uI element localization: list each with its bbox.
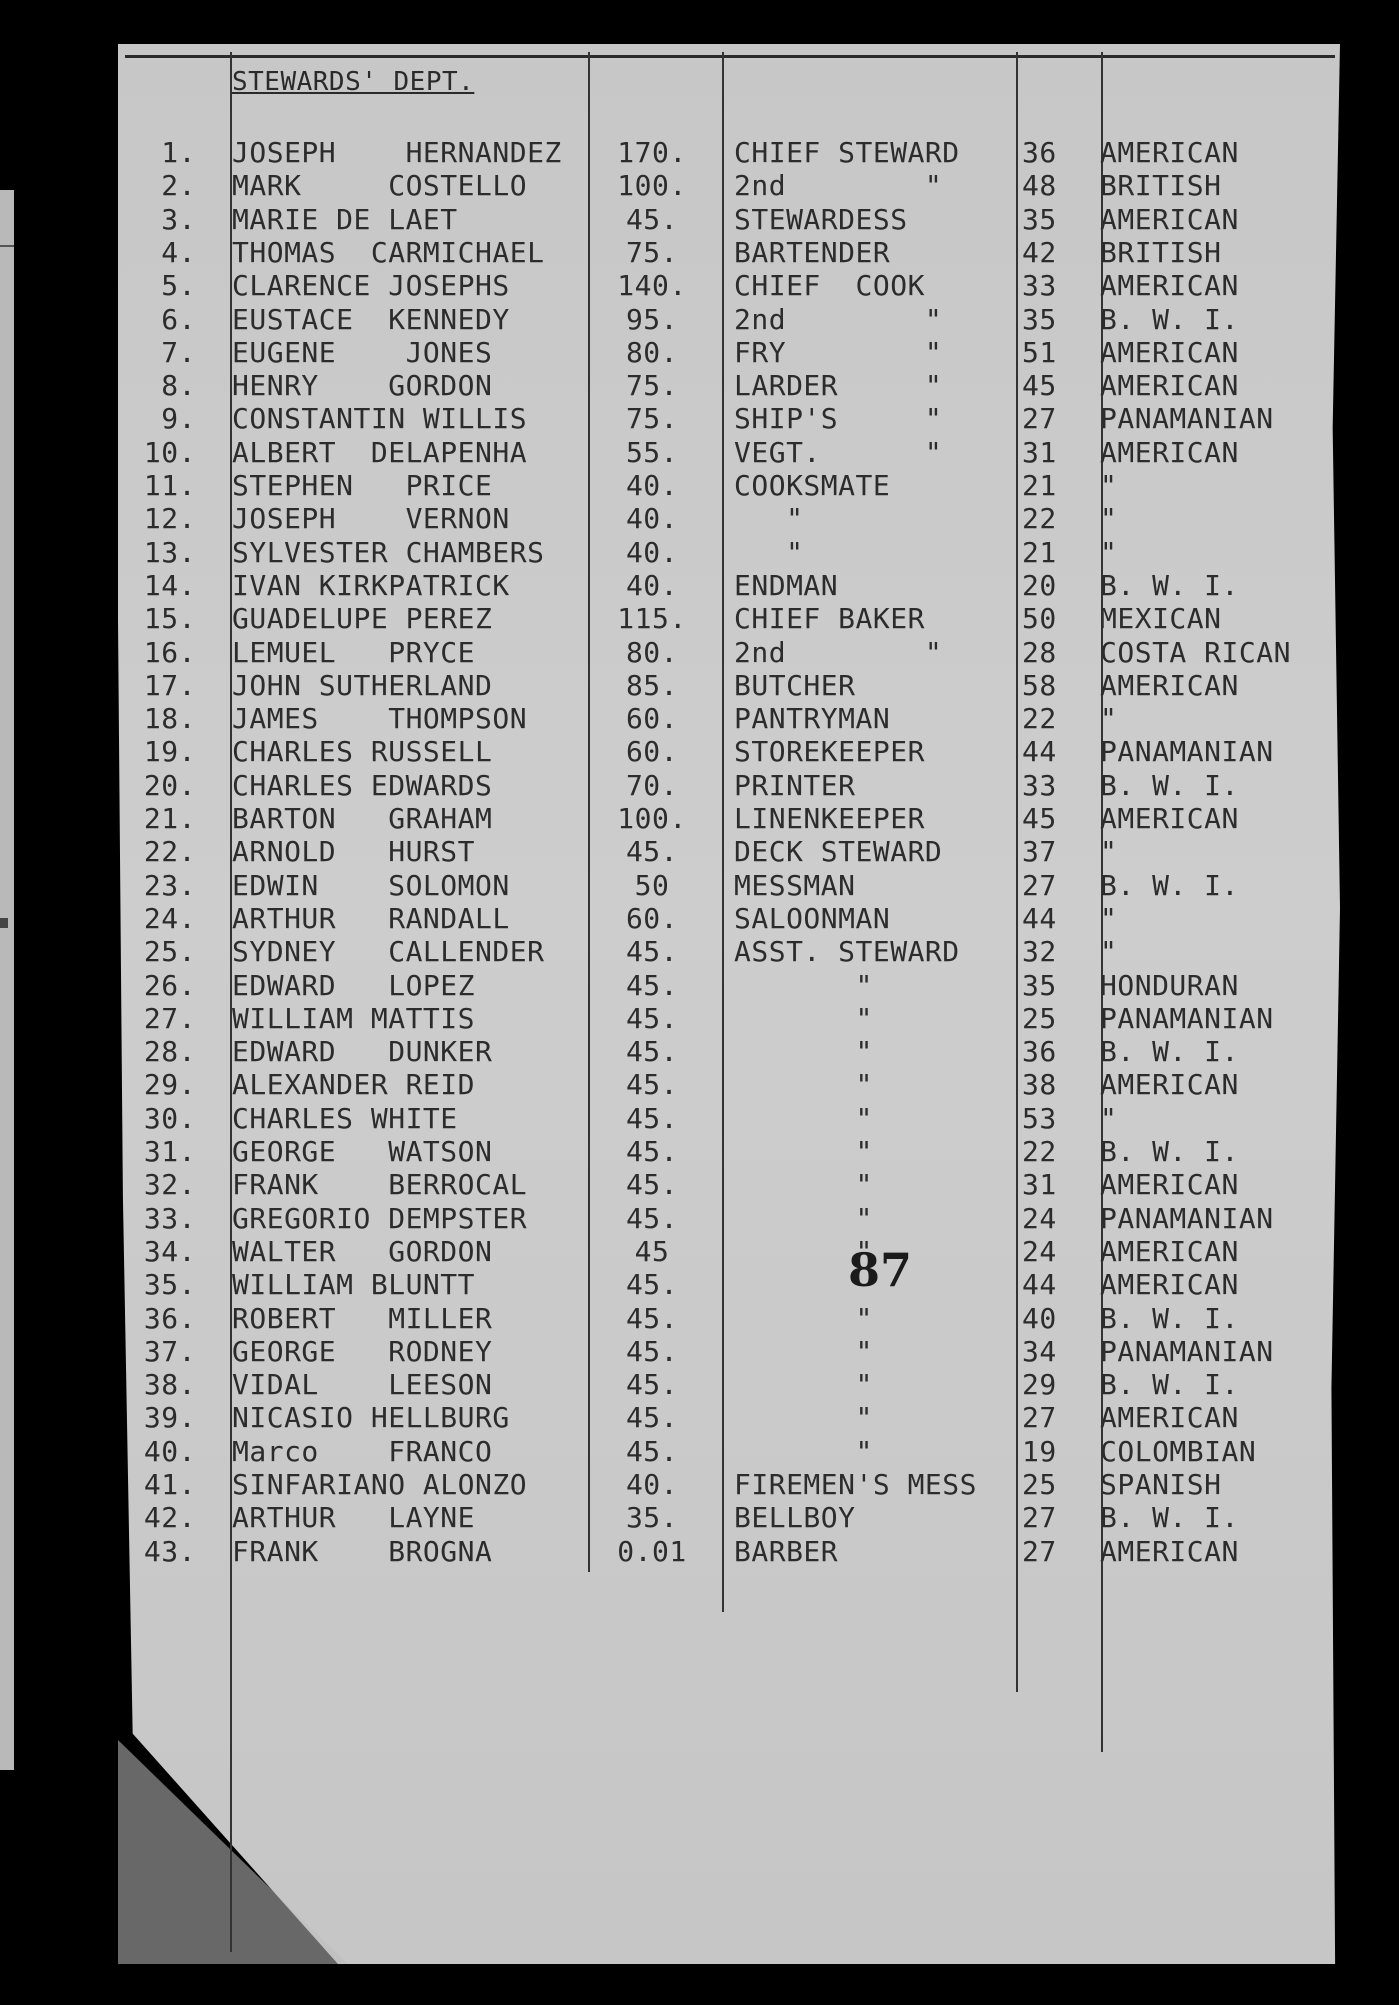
crew-name: CONSTANTIN WILLIS — [232, 402, 528, 436]
crew-number: 21. — [143, 802, 196, 835]
crew-rating: DECK STEWARD — [734, 835, 943, 869]
crew-rating: PANTRYMAN — [734, 702, 891, 736]
crew-age: 33 — [1022, 768, 1057, 802]
crew-rating: " — [734, 1368, 873, 1402]
crew-age: 22 — [1022, 1135, 1057, 1168]
crew-wage: 45. — [625, 1168, 679, 1202]
crew-nationality: AMERICAN — [1100, 369, 1239, 403]
crew-age: 58 — [1022, 668, 1057, 702]
crew-name: NICASIO HELLBURG — [232, 1401, 510, 1435]
crew-number: 23. — [143, 868, 196, 902]
crew-rating: CHIEF BAKER — [734, 602, 925, 636]
crew-name: JOSEPH VERNON — [232, 502, 510, 536]
crew-wage: 40. — [625, 1468, 679, 1501]
crew-rating: BARBER — [734, 1534, 839, 1568]
crew-nationality: AMERICAN — [1100, 668, 1239, 702]
crew-number: 37. — [143, 1334, 196, 1368]
crew-number: 18. — [143, 702, 196, 736]
crew-number: 32. — [143, 1168, 196, 1202]
crew-name: SINFARIANO ALONZO — [232, 1468, 528, 1501]
column-rule-age — [1016, 52, 1018, 1692]
crew-number: 25. — [143, 935, 196, 969]
crew-rating: 2nd " — [734, 302, 943, 336]
crew-wage: 45. — [625, 1201, 679, 1235]
crew-number: 5. — [161, 269, 196, 303]
crew-rating: MESSMAN — [734, 868, 856, 902]
crew-nationality: " — [1100, 1101, 1118, 1135]
crew-wage: 60. — [625, 901, 679, 935]
crew-name: ALBERT DELAPENHA — [232, 435, 528, 469]
crew-nationality: " — [1100, 469, 1118, 502]
crew-name: EUSTACE KENNEDY — [232, 302, 510, 336]
crew-wage: 45. — [625, 968, 679, 1002]
crew-age: 50 — [1022, 602, 1057, 636]
crew-wage: 60. — [625, 702, 679, 736]
crew-age: 22 — [1022, 702, 1057, 736]
crew-wage: 55. — [625, 435, 679, 469]
crew-rating: SHIP'S " — [734, 402, 943, 436]
department-title: STEWARDS' DEPT. — [232, 67, 475, 97]
crew-wage: 100. — [617, 169, 687, 203]
crew-age: 35 — [1022, 202, 1057, 236]
crew-age: 35 — [1022, 302, 1057, 336]
crew-rating: " — [734, 1168, 873, 1202]
crew-name: JOHN SUTHERLAND — [232, 668, 493, 702]
crew-name: GEORGE WATSON — [232, 1135, 493, 1168]
crew-rating: BUTCHER — [734, 668, 856, 702]
crew-age: 44 — [1022, 1268, 1057, 1302]
crew-age: 37 — [1022, 835, 1057, 869]
crew-nationality: PANAMANIAN — [1100, 1001, 1274, 1035]
crew-age: 31 — [1022, 435, 1057, 469]
crew-number: 38. — [143, 1368, 196, 1402]
crew-rating: COOKSMATE — [734, 469, 891, 502]
crew-rating: LINENKEEPER — [734, 802, 925, 835]
crew-age: 34 — [1022, 1334, 1057, 1368]
crew-rating: FRY " — [734, 335, 943, 369]
crew-age: 27 — [1022, 1534, 1057, 1568]
crew-number: 42. — [143, 1501, 196, 1535]
crew-name: SYDNEY CALLENDER — [232, 935, 545, 969]
crew-rating: " — [734, 1201, 873, 1235]
crew-name: MARK COSTELLO — [232, 169, 528, 203]
crew-wage: 45. — [625, 1334, 679, 1368]
crew-name: STEPHEN PRICE — [232, 469, 493, 502]
crew-age: 28 — [1022, 635, 1057, 669]
crew-nationality: B. W. I. — [1100, 1301, 1239, 1335]
crew-number: 1. — [161, 136, 196, 169]
crew-wage: 40. — [625, 535, 679, 569]
crew-name: BARTON GRAHAM — [232, 802, 493, 835]
column-rule-wage — [588, 52, 590, 1572]
crew-nationality: AMERICAN — [1100, 1234, 1239, 1268]
crew-name: ARNOLD HURST — [232, 835, 476, 869]
crew-age: 44 — [1022, 901, 1057, 935]
crew-rating: SALOONMAN — [734, 901, 891, 935]
crew-name: IVAN KIRKPATRICK — [232, 568, 510, 602]
crew-number: 3. — [161, 202, 196, 236]
crew-nationality: AMERICAN — [1100, 335, 1239, 369]
crew-age: 21 — [1022, 469, 1057, 502]
top-rule — [125, 55, 1335, 58]
crew-number: 22. — [143, 835, 196, 869]
crew-name: GREGORIO DEMPSTER — [232, 1201, 528, 1235]
crew-name: EUGENE JONES — [232, 335, 493, 369]
crew-age: 42 — [1022, 235, 1057, 269]
crew-nationality: " — [1100, 535, 1118, 569]
crew-number: 16. — [143, 635, 196, 669]
crew-wage: 45 — [634, 1234, 670, 1268]
crew-age: 20 — [1022, 568, 1057, 602]
crew-rating: " — [734, 1334, 873, 1368]
crew-wage: 45. — [625, 835, 679, 869]
crew-rating: " — [734, 1101, 873, 1135]
crew-age: 24 — [1022, 1234, 1057, 1268]
crew-number: 30. — [143, 1101, 196, 1135]
crew-wage: 45. — [625, 1268, 679, 1302]
crew-name: GEORGE RODNEY — [232, 1334, 493, 1368]
crew-name: EDWARD LOPEZ — [232, 968, 476, 1002]
page-number-stamp: 87 — [848, 1243, 913, 1297]
crew-wage: 75. — [625, 235, 679, 269]
crew-nationality: " — [1100, 502, 1118, 536]
crew-age: 31 — [1022, 1168, 1057, 1202]
crew-name: EDWARD DUNKER — [232, 1035, 493, 1069]
crew-wage: 100. — [617, 802, 687, 835]
crew-number: 34. — [143, 1234, 196, 1268]
crew-name: SYLVESTER CHAMBERS — [232, 535, 545, 569]
crew-rating: CHIEF COOK — [734, 269, 925, 303]
crew-age: 22 — [1022, 502, 1057, 536]
crew-age: 48 — [1022, 169, 1057, 203]
crew-age: 33 — [1022, 269, 1057, 303]
crew-age: 32 — [1022, 935, 1057, 969]
crew-nationality: BRITISH — [1100, 235, 1222, 269]
crew-rating: " — [734, 968, 873, 1002]
crew-name: Marco FRANCO — [232, 1434, 493, 1468]
crew-wage: 45. — [625, 1368, 679, 1402]
crew-wage: 70. — [625, 768, 679, 802]
crew-number: 20. — [143, 768, 196, 802]
crew-age: 45 — [1022, 369, 1057, 403]
crew-nationality: SPANISH — [1100, 1468, 1222, 1501]
crew-rating: CHIEF STEWARD — [734, 136, 960, 169]
crew-wage: 60. — [625, 735, 679, 769]
crew-rating: VEGT. " — [734, 435, 943, 469]
crew-number: 9. — [161, 402, 196, 436]
crew-rating: BELLBOY — [734, 1501, 856, 1535]
crew-nationality: B. W. I. — [1100, 1135, 1239, 1168]
crew-name: FRANK BROGNA — [232, 1534, 493, 1568]
crew-number: 33. — [143, 1201, 196, 1235]
crew-name: ALEXANDER REID — [232, 1068, 476, 1102]
crew-wage: 45. — [625, 1035, 679, 1069]
crew-wage: 45. — [625, 1301, 679, 1335]
crew-wage: 95. — [625, 302, 679, 336]
crew-name: HENRY GORDON — [232, 369, 493, 403]
crew-wage: 35. — [625, 1501, 679, 1535]
crew-name: CLARENCE JOSEPHS — [232, 269, 510, 303]
crew-number: 19. — [143, 735, 196, 769]
crew-name: WILLIAM MATTIS — [232, 1001, 476, 1035]
crew-number: 27. — [143, 1001, 196, 1035]
crew-age: 24 — [1022, 1201, 1057, 1235]
crew-rating: " — [734, 1001, 873, 1035]
crew-number: 39. — [143, 1401, 196, 1435]
crew-nationality: PANAMANIAN — [1100, 735, 1274, 769]
crew-rating: PRINTER — [734, 768, 856, 802]
column-rule-rating — [722, 52, 724, 1612]
crew-rating: " — [734, 1035, 873, 1069]
crew-wage: 50 — [634, 868, 670, 902]
crew-number: 26. — [143, 968, 196, 1002]
crew-wage: 75. — [625, 369, 679, 403]
crew-name: ROBERT MILLER — [232, 1301, 493, 1335]
crew-rating: BARTENDER — [734, 235, 891, 269]
crew-wage: 140. — [617, 269, 687, 303]
crew-wage: 45. — [625, 1101, 679, 1135]
crew-rating: " — [734, 502, 804, 536]
crew-wage: 85. — [625, 668, 679, 702]
crew-age: 51 — [1022, 335, 1057, 369]
crew-wage: 45. — [625, 1001, 679, 1035]
crew-rating: " — [734, 1135, 873, 1168]
crew-age: 27 — [1022, 868, 1057, 902]
crew-wage: 75. — [625, 402, 679, 436]
crew-nationality: MEXICAN — [1100, 602, 1222, 636]
crew-age: 27 — [1022, 1501, 1057, 1535]
crew-wage: 40. — [625, 568, 679, 602]
crew-nationality: PANAMANIAN — [1100, 402, 1274, 436]
crew-number: 40. — [143, 1434, 196, 1468]
crew-number: 29. — [143, 1068, 196, 1102]
crew-wage: 40. — [625, 469, 679, 502]
crew-age: 45 — [1022, 802, 1057, 835]
crew-nationality: AMERICAN — [1100, 202, 1239, 236]
crew-rating: " — [734, 1434, 873, 1468]
crew-nationality: AMERICAN — [1100, 1268, 1239, 1302]
crew-nationality: " — [1100, 901, 1118, 935]
crew-nationality: AMERICAN — [1100, 1168, 1239, 1202]
crew-nationality: " — [1100, 702, 1118, 736]
crew-age: 36 — [1022, 136, 1057, 169]
crew-rating: " — [734, 1401, 873, 1435]
crew-rating: ENDMAN — [734, 568, 839, 602]
crew-age: 21 — [1022, 535, 1057, 569]
crew-nationality: AMERICAN — [1100, 269, 1239, 303]
crew-name: EDWIN SOLOMON — [232, 868, 510, 902]
crew-number: 8. — [161, 369, 196, 403]
crew-number: 36. — [143, 1301, 196, 1335]
crew-wage: 45. — [625, 1135, 679, 1168]
crew-name: VIDAL LEESON — [232, 1368, 493, 1402]
crew-age: 19 — [1022, 1434, 1057, 1468]
crew-name: WALTER GORDON — [232, 1234, 493, 1268]
crew-name: CHARLES RUSSELL — [232, 735, 493, 769]
crew-rating: " — [734, 1068, 873, 1102]
crew-name: JOSEPH HERNANDEZ — [232, 136, 562, 169]
crew-number: 35. — [143, 1268, 196, 1302]
crew-nationality: AMERICAN — [1100, 1534, 1239, 1568]
crew-number: 2. — [161, 169, 196, 203]
crew-age: 36 — [1022, 1035, 1057, 1069]
crew-age: 29 — [1022, 1368, 1057, 1402]
crew-wage: 45. — [625, 935, 679, 969]
crew-rating: " — [734, 1234, 873, 1268]
crew-nationality: AMERICAN — [1100, 435, 1239, 469]
crew-wage: 170. — [617, 136, 687, 169]
crew-nationality: B. W. I. — [1100, 768, 1239, 802]
crew-name: GUADELUPE PEREZ — [232, 602, 493, 636]
crew-number: 7. — [161, 335, 196, 369]
crew-age: 38 — [1022, 1068, 1057, 1102]
crew-name: ARTHUR RANDALL — [232, 901, 510, 935]
crew-name: LEMUEL PRYCE — [232, 635, 476, 669]
crew-name: ARTHUR LAYNE — [232, 1501, 476, 1535]
crew-name: CHARLES WHITE — [232, 1101, 458, 1135]
crew-nationality: COSTA RICAN — [1100, 635, 1291, 669]
crew-number: 15. — [143, 602, 196, 636]
crew-number: 13. — [143, 535, 196, 569]
crew-wage: 80. — [625, 635, 679, 669]
crew-nationality: AMERICAN — [1100, 136, 1239, 169]
crew-wage: 45. — [625, 1434, 679, 1468]
crew-number: 31. — [143, 1135, 196, 1168]
crew-rating: ASST. STEWARD — [734, 935, 960, 969]
crew-rating: " — [734, 1301, 873, 1335]
crew-number: 28. — [143, 1035, 196, 1069]
crew-number: 24. — [143, 901, 196, 935]
crew-wage: 45. — [625, 202, 679, 236]
crew-age: 27 — [1022, 402, 1057, 436]
crew-rating: 2nd " — [734, 169, 943, 203]
crew-nationality: B. W. I. — [1100, 1368, 1239, 1402]
crew-name: THOMAS CARMICHAEL — [232, 235, 545, 269]
crew-wage: 45. — [625, 1068, 679, 1102]
crew-rating: 2nd " — [734, 635, 943, 669]
crew-rating: " — [734, 535, 804, 569]
crew-nationality: B. W. I. — [1100, 302, 1239, 336]
crew-nationality: PANAMANIAN — [1100, 1201, 1274, 1235]
crew-name: MARIE DE LAET — [232, 202, 458, 236]
crew-nationality: COLOMBIAN — [1100, 1434, 1257, 1468]
crew-age: 40 — [1022, 1301, 1057, 1335]
crew-age: 35 — [1022, 968, 1057, 1002]
crew-name: FRANK BERROCAL — [232, 1168, 528, 1202]
crew-number: 14. — [143, 568, 196, 602]
crew-nationality: B. W. I. — [1100, 1035, 1239, 1069]
crew-nationality: " — [1100, 935, 1118, 969]
crew-wage: 0.01 — [617, 1534, 687, 1568]
crew-number: 6. — [161, 302, 196, 336]
crew-number: 10. — [143, 435, 196, 469]
crew-nationality: B. W. I. — [1100, 868, 1239, 902]
crew-name: CHARLES EDWARDS — [232, 768, 493, 802]
crew-rating: FIREMEN'S MESS — [734, 1468, 978, 1501]
crew-nationality: B. W. I. — [1100, 1501, 1239, 1535]
crew-wage: 45. — [625, 1401, 679, 1435]
crew-nationality: " — [1100, 835, 1118, 869]
crew-number: 17. — [143, 668, 196, 702]
crew-number: 43. — [143, 1534, 196, 1568]
crew-age: 53 — [1022, 1101, 1057, 1135]
crew-wage: 80. — [625, 335, 679, 369]
crew-nationality: PANAMANIAN — [1100, 1334, 1274, 1368]
crew-nationality: B. W. I. — [1100, 568, 1239, 602]
crew-wage: 115. — [617, 602, 687, 636]
crew-rating: STEWARDESS — [734, 202, 908, 236]
crew-rating: LARDER " — [734, 369, 943, 403]
crew-rating: STOREKEEPER — [734, 735, 925, 769]
crew-age: 25 — [1022, 1001, 1057, 1035]
crew-number: 11. — [143, 469, 196, 502]
crew-nationality: HONDURAN — [1100, 968, 1239, 1002]
crew-name: JAMES THOMPSON — [232, 702, 528, 736]
crew-number: 41. — [143, 1468, 196, 1501]
crew-name: WILLIAM BLUNTT — [232, 1268, 476, 1302]
crew-nationality: BRITISH — [1100, 169, 1222, 203]
crew-nationality: AMERICAN — [1100, 1401, 1239, 1435]
crew-nationality: AMERICAN — [1100, 1068, 1239, 1102]
crew-number: 12. — [143, 502, 196, 536]
crew-wage: 40. — [625, 502, 679, 536]
crew-number: 4. — [161, 235, 196, 269]
crew-age: 44 — [1022, 735, 1057, 769]
crew-age: 25 — [1022, 1468, 1057, 1501]
crew-nationality: AMERICAN — [1100, 802, 1239, 835]
crew-age: 27 — [1022, 1401, 1057, 1435]
